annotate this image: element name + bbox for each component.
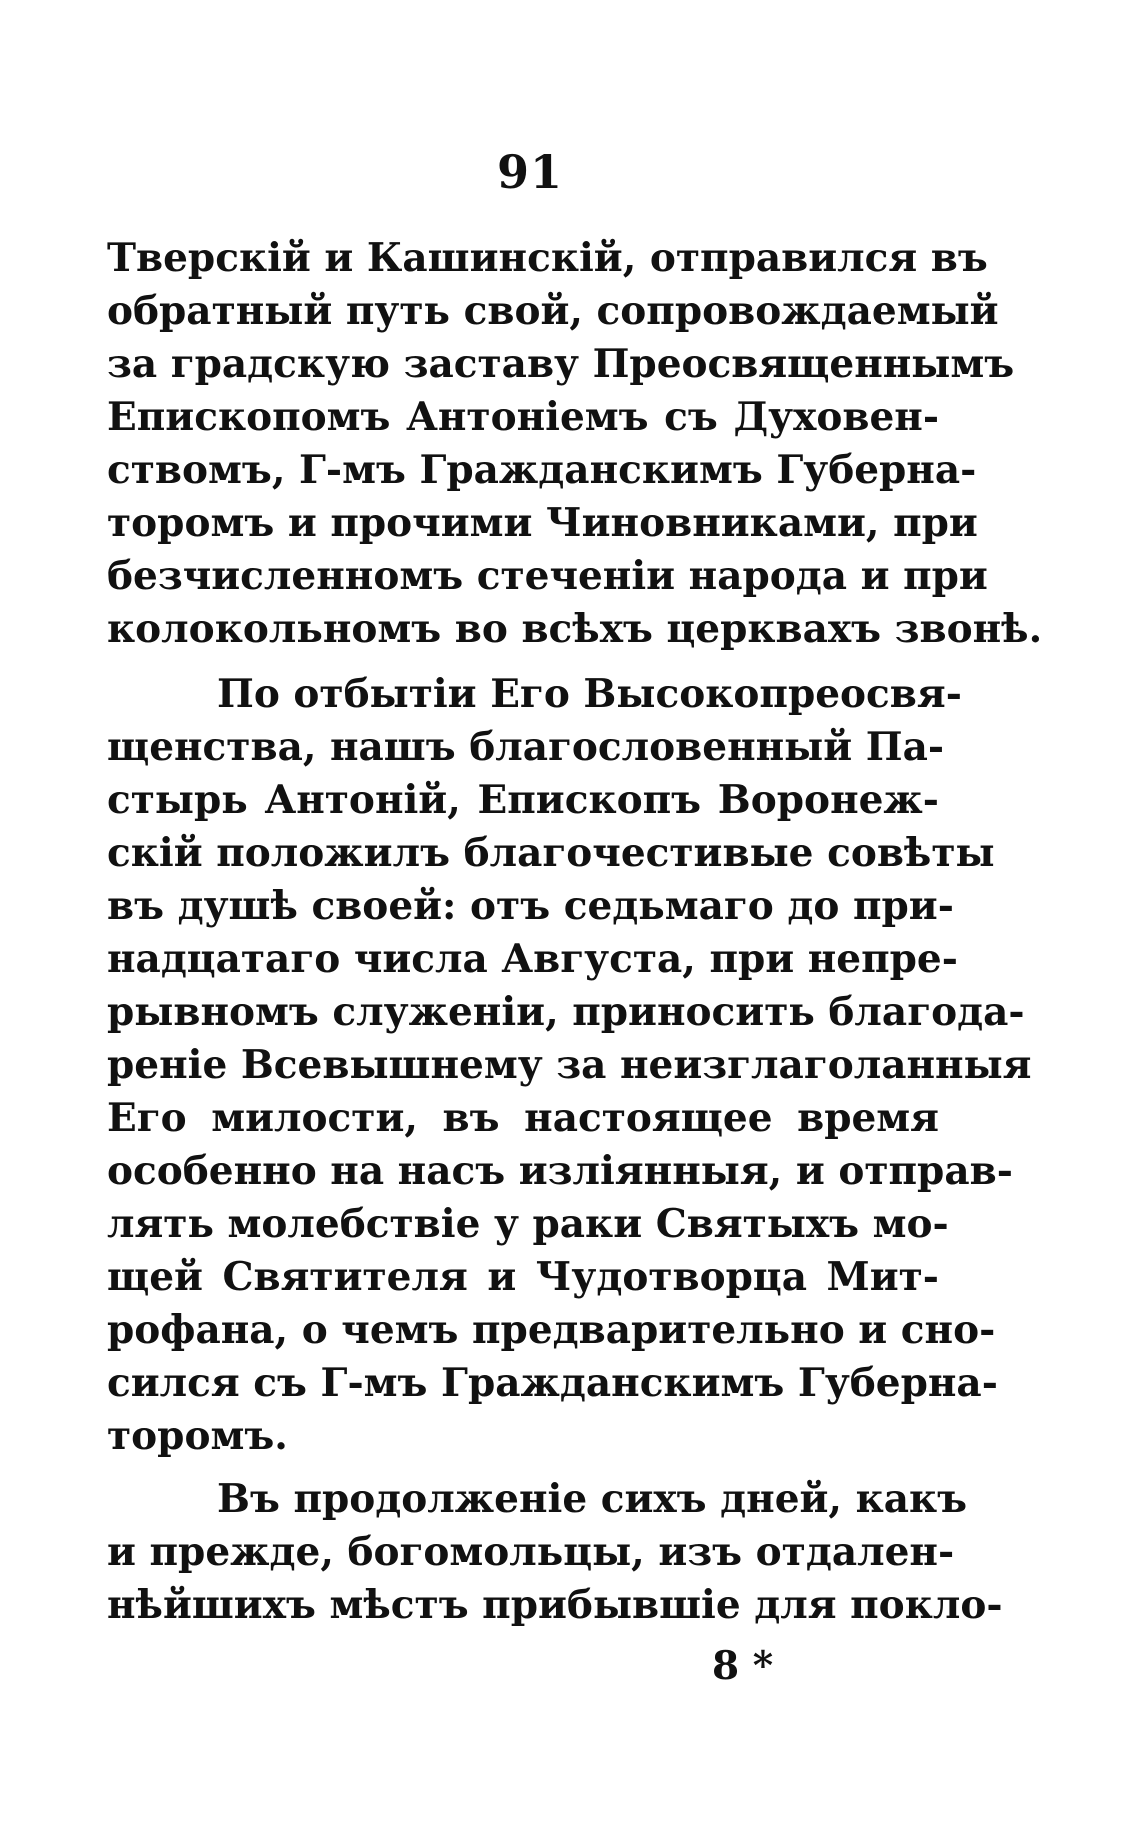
paragraph-2	[107, 668, 1032, 1463]
text-line: Его милости, въ настоящее время	[107, 1095, 939, 1141]
text-line: скій положилъ благочестивые совѣты	[107, 830, 995, 876]
text-line: щей Святителя и Чудотворца Мит-	[107, 1254, 939, 1300]
text-line: особенно на насъ изліянныя, и отправ-	[107, 1148, 1013, 1194]
text-line: рофана, о чемъ предварительно и сно-	[107, 1307, 996, 1353]
text-line: Въ продолженіе сихъ дней, какъ	[217, 1476, 968, 1522]
text-line: щенства, нашъ благословенный Па-	[107, 724, 945, 770]
text-line: обратный путь свой, сопровождаемый	[107, 288, 999, 334]
text-line: въ душѣ своей: отъ седьмаго до при-	[107, 883, 954, 929]
text-line: По отбытіи Его Высокопреосвя-	[217, 671, 962, 717]
text-line: ствомъ, Г-мъ Гражданскимъ Губерна-	[107, 447, 977, 493]
text-line: Тверскій и Кашинскій, отправился въ	[107, 235, 988, 281]
text-line: торомъ.	[107, 1413, 288, 1459]
paragraph-3	[107, 1473, 1003, 1632]
text-line: торомъ и прочими Чиновниками, при	[107, 500, 978, 546]
page-number: 91	[496, 145, 563, 199]
text-line: стырь Антоній, Епископъ Воронеж-	[107, 777, 939, 823]
text-line: нѣйшихъ мѣстъ прибывшіе для покло-	[107, 1582, 1003, 1628]
text-line: безчисленномъ стеченіи народа и при	[107, 553, 988, 599]
text-line: сился съ Г-мъ Гражданскимъ Губерна-	[107, 1360, 998, 1406]
text-line: лять молебствіе у раки Святыхъ мо-	[107, 1201, 949, 1247]
text-line: и прежде, богомольцы, изъ отдален-	[107, 1529, 955, 1575]
text-line: колокольномъ во всѣхъ церквахъ звонѣ.	[107, 606, 1043, 652]
text-line: Епископомъ Антоніемъ съ Духовен-	[107, 394, 939, 440]
text-line: рывномъ служеніи, приносить благода-	[107, 989, 1025, 1035]
text-line: реніе Всевышнему за неизглаголанныя	[107, 1042, 1032, 1088]
signature-mark: 8 *	[712, 1643, 774, 1689]
text-line: надцатаго числа Августа, при непре-	[107, 936, 958, 982]
text-line: за градскую заставу Преосвященнымъ	[107, 341, 1015, 387]
paragraph-1	[107, 232, 1043, 656]
